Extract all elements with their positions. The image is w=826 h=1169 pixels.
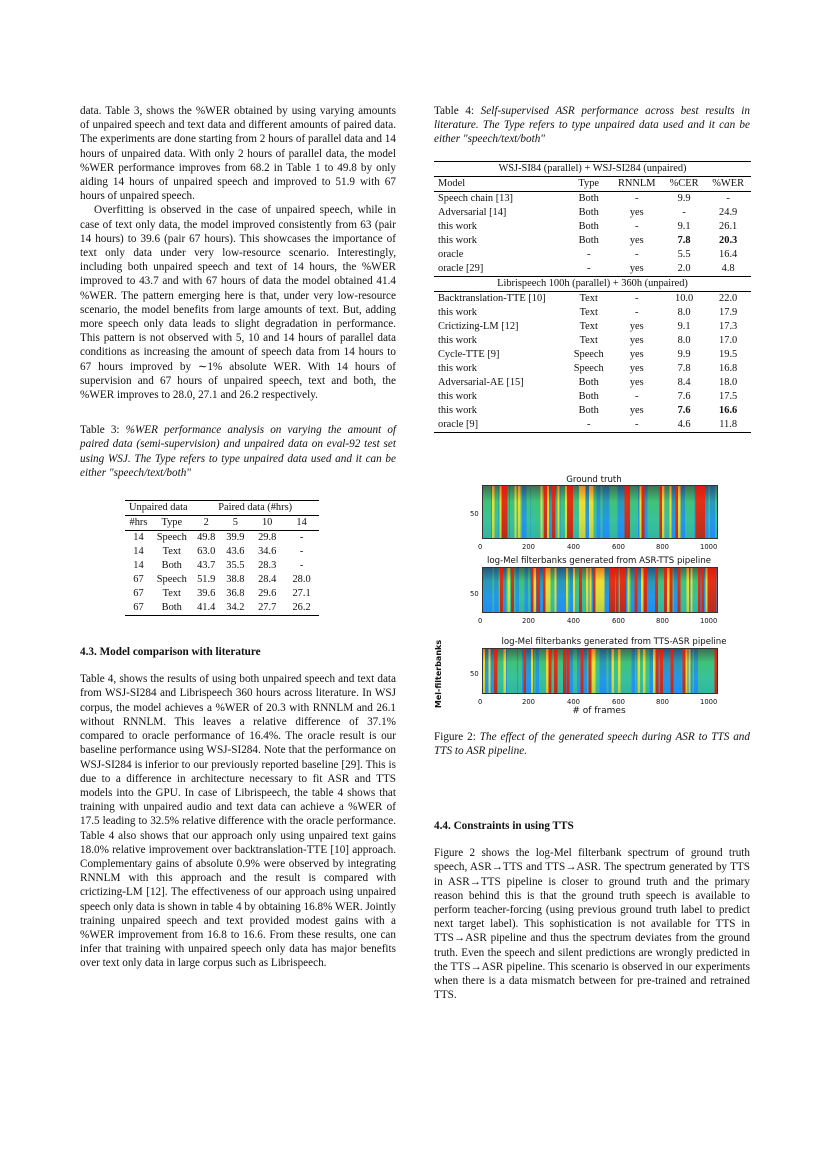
table-cell: - [635,306,639,318]
x-tick: 0 [478,697,483,706]
table-cell: 43.6 [226,546,245,558]
table-cell: 41.4 [197,602,216,614]
x-tick: 400 [567,616,580,625]
table-cell: Text [579,334,598,346]
y-tick: 50 [470,509,479,518]
table-cell: oracle [438,248,464,260]
table-cell: yes [629,348,644,360]
table-cell: yes [629,404,644,416]
table-cell: yes [629,362,644,374]
y-tick: 50 [470,669,479,678]
table-cell: - [635,248,639,260]
table-cell: 36.8 [226,588,245,600]
table-cell: 7.8 [677,362,691,374]
table-cell: Cycle-TTE [9] [438,348,500,360]
table-cell: Speech [573,348,604,360]
table-cell: 29.6 [258,588,277,600]
x-tick: 0 [478,542,483,551]
figure2-caption [434,730,750,758]
table-cell: yes [629,206,644,218]
table-cell: 4.6 [677,418,691,430]
table-cell: Text [579,320,598,332]
table-cell: 34.6 [258,546,277,558]
table-cell: 67 [133,602,144,614]
table4-caption [434,104,750,147]
table-cell: 17.5 [719,390,738,402]
table-cell: Text [579,306,598,318]
panel-title: Ground truth [566,474,622,485]
table-cell: Text [579,292,598,304]
right-column [434,104,750,1002]
table-cell: - [299,546,304,558]
table-cell: 63.0 [197,546,216,558]
table-row [434,234,751,248]
table-cell: 28.3 [258,560,277,572]
table-cell: 4.8 [721,262,735,274]
best-value: 20.3 [719,234,738,246]
paragraph: Figure 2 shows the log-Mel filterbank spectrum of ground truth speech, ASR→TTS and TTS→ASR. The spectrum generated by TTS in ASR→TTS pipeline is closer to ground truth and the primary reason behind this is that the ground truth speech is available to perform teacher-forcing (using previous ground truth label to predict next target label). This sophistication is not available for TTS in TTS→ASR pipeline and thus the spectrum deviates from the ground truth. Even the speech and silent predictions are wrongly predicted in the TTS→ASR pipeline. This scenario is observed in our experiments when there is a data mismatch between for pre-trained and retrained TTS. [434,847,750,1002]
table-cell: - [299,532,304,544]
table-row [434,320,751,334]
table3-header: 2 [203,517,209,529]
table-row [434,191,751,206]
table4-libri-body [434,291,751,432]
table-cell: Both [578,390,599,402]
table-cell: Backtranslation-TTE [10] [438,292,546,304]
table-cell: yes [629,320,644,332]
table-cell: Both [161,602,182,614]
table-cell: 5.5 [677,248,691,260]
table-row [125,587,319,601]
table-cell: - [635,192,639,204]
table3-caption-text: %WER performance analysis on varying the amount of paired data (semi-supervision) and unpaired data on eval-92 test set using WSJ. The Type refers to type unpaired data used and it can be either "speech/text/both" [80,424,397,479]
table3-group-paired: Paired data (#hrs) [192,501,319,516]
x-tick: 400 [567,542,580,551]
table-cell [663,404,705,418]
table-cell: 10.0 [675,292,694,304]
table-cell [705,234,751,248]
table-row [125,601,319,616]
table-row [125,559,319,573]
table-cell: 39.6 [197,588,216,600]
table-cell: yes [629,376,644,388]
table-cell: 7.6 [677,390,691,402]
table-row [434,348,751,362]
table4-header: %CER [669,177,699,189]
figure-2 [434,473,750,723]
table4-caption-text: Self-supervised ASR performance across best results in literature. The Type refers to type unpaired data used and it can be either "speech/text/both" [434,105,750,146]
table-cell: Both [578,404,599,416]
table-row [434,404,751,418]
x-tick: 400 [567,697,580,706]
table-cell [663,234,705,248]
table-cell: - [635,418,639,430]
panel-title: log-Mel filterbanks generated from TTS-ASR pipeline [501,636,727,647]
table-cell: 38.8 [226,574,245,586]
table-cell: 2.0 [677,262,691,274]
table-cell: 43.7 [197,560,216,572]
table-row [434,362,751,376]
table-cell: Speech [156,574,187,586]
x-tick: 1000 [700,542,718,551]
y-tick: 50 [470,589,479,598]
table-cell: 35.5 [226,560,245,572]
table-cell: 14 [133,560,144,572]
table-cell: Adversarial [14] [438,206,507,218]
x-tick: 600 [612,697,625,706]
table3-header: 14 [296,517,307,529]
table3-group-unpaired: Unpaired data [125,501,192,516]
best-value: 16.6 [719,404,738,416]
section-title: 4.3. Model comparison with literature [80,646,261,659]
table-cell: Speech [156,532,187,544]
spectrogram-asr-tts [482,567,718,613]
table3-header: Type [161,517,183,529]
table-cell: Both [578,192,599,204]
table-cell: Crictizing-LM [12] [438,320,519,332]
table-row [434,248,751,262]
table-row [125,531,319,546]
table4-wsj-body [434,191,751,276]
table-cell: 29.8 [258,532,277,544]
table-cell: - [635,292,639,304]
table-cell: yes [629,262,644,274]
table-row [434,306,751,320]
table-cell: yes [629,234,644,246]
table-cell: Both [578,206,599,218]
table4-label: Table 4: [434,105,475,117]
table-cell: 14 [133,546,144,558]
table-row [125,545,319,559]
table-cell: 27.1 [292,588,311,600]
best-value: 7.6 [677,404,691,416]
table3 [125,500,319,616]
y-axis-label: Mel-filterbanks [434,639,443,708]
table3-label: Table 3: [80,424,120,437]
section-title: 4.4. Constraints in using TTS [434,820,574,833]
table-cell: 22.0 [719,292,738,304]
paragraph: data. Table 3, shows the %WER obtained by using varying amounts of unpaired speech and text data and different amounts of paired data. The experiments are done starting from 2 hours of parallel data and 14 hours of unpaired data. With only 2 hours of parallel data, the model %WER performance improves from 68.2 in Table 1 to 49.8 by only aiding 14 hours of unpaired speech and improved to 51.9 with 67 hours of unpaired speech. [80,105,396,203]
table-cell: 8.4 [677,376,691,388]
table4-header: RNNLM [617,177,656,189]
table-row [434,418,751,433]
table-cell: this work [438,220,477,232]
table-cell: 11.8 [719,418,738,430]
table-cell: Speech chain [13] [438,192,514,204]
table-cell: Text [162,546,181,558]
table-cell: - [682,206,686,218]
best-value: 7.8 [677,234,691,246]
table-row [434,262,751,277]
table-cell: 9.1 [677,220,691,232]
table-cell: 26.2 [292,602,311,614]
table-cell: - [635,220,639,232]
table-cell: this work [438,362,477,374]
table-cell: - [587,262,591,274]
table-cell: yes [629,334,644,346]
table-cell: 27.7 [258,602,277,614]
table3-header: #hrs [129,517,148,529]
table-cell: 16.4 [719,248,738,260]
table3-header: 10 [261,517,273,529]
panel-title: log-Mel filterbanks generated from ASR-TTS pipeline [486,555,712,566]
table-cell: 39.9 [226,532,245,544]
table-cell: 67 [133,588,144,600]
table4-libri-title: Librispeech 100h (parallel) + 360h (unpaired) [497,277,688,289]
table-cell: 34.2 [226,602,245,614]
table-cell: 28.0 [292,574,311,586]
table-cell: Text [162,588,181,600]
table-cell: 18.0 [719,376,738,388]
table-cell: this work [438,234,477,246]
table-cell: Speech [573,362,604,374]
x-axis-label: # of frames [572,705,626,716]
figure2-caption-text: The effect of the generated speech during ASR to TTS and TTS to ASR pipeline. [434,730,750,757]
table3-header: 5 [232,517,238,529]
paragraph: Table 4, shows the results of using both unpaired speech and text data from WSJ-SI284 and Librispeech 360 hours across literature. In WSJ corpus, the model achieves a %WER of 20.3 with RNNLM and 26.1 without RNNLM. This leaves a relative difference of 37.1% compared to oracle performance of 16.4%. The oracle result is our baseline performance using WSJ-SI284. Note that the performance on WSJ-SI284 is inferior to our previously reported baseline [29]. This is due to a difference in architecture necessary to fit ASR and TTS models into the GPU. In case of Librispeech, the table 4 shows that training with unpaired audio and text data can achieve a %WER of 17.5 leading to 32.5% relative difference with the oracle performance. Table 4 also shows that our approach only using unpaired text gains 18.0% relative improvement over backtranslation-TTE [10] approach. Complementary gains of absolute 0.9% were observed by integrating RNNLM with this approach and the result is compared with crictizing-LM [12]. The effectiveness of our approach using unpaired speech only data is shown in table 4 by obtaining 16.8% WER. Jointly training unpaired speech and text provided modest gains with a %WER improvement from 16.8 to 16.6. From these results, one can infer that training with unpaired speech only data has major benefits over text only data in large corpus such as Librispeech. [80,673,396,970]
x-tick: 200 [522,542,535,551]
table-cell: 49.8 [197,532,216,544]
table-cell: oracle [29] [438,262,484,274]
table-row [434,390,751,404]
table-cell: - [587,248,591,260]
table-cell: this work [438,390,477,402]
table-cell: 17.0 [719,334,738,346]
table-cell: 17.9 [719,306,738,318]
table-cell: - [299,560,304,572]
table-cell: 51.9 [197,574,216,586]
table4-wsj-title: WSJ-SI84 (parallel) + WSJ-SI284 (unpaired) [434,161,751,176]
table-cell: 9.9 [677,192,691,204]
x-tick: 1000 [700,697,718,706]
table-row [434,334,751,348]
x-tick: 200 [522,697,535,706]
table-cell: 26.1 [719,220,738,232]
table-cell: 14 [133,532,144,544]
table-cell: - [726,192,730,204]
table-row [434,206,751,220]
table3-caption [80,423,396,480]
table-cell: Both [578,220,599,232]
table-cell: Both [578,234,599,246]
table-row [125,573,319,587]
paragraph: Overfitting is observed in the case of unpaired speech, while in case of text only data, the model improved consistently from 63 (pair 14 hours) to 39.6 (pair 67 hours). This showcases the importance of text only data under very low-resource scenario. Interestingly, including both unpaired speech and text of 14 hours, the %WER improved to 43.7 and with 67 hours of data the model obtained 41.4 %WER. The pattern emerging here is that, under very low-resource scenario, the model benefits from large amounts of text. But, adding more speech only data leads to slight degradation in performance. This pattern is not observed with 5, 10 and 14 hours of parallel data conditions as increasing the amount of speech data from 14 hours to 67 hours improved by ∼1% absolute WER. With 14 hours of supervision and 67 hours of unpaired speech, text and both, the %WER improves to 28.0, 27.1 and 26.2 respectively. [80,204,396,402]
table-cell: this work [438,306,477,318]
table-cell: 17.3 [719,320,738,332]
table-cell: this work [438,404,477,416]
table4-header: Model [438,177,466,189]
table-cell: 9.9 [677,348,691,360]
table-cell: 16.8 [719,362,738,374]
table-cell: oracle [9] [438,418,479,430]
table-cell: this work [438,334,477,346]
table-cell: Both [578,376,599,388]
table-cell: - [587,418,591,430]
table-cell: 28.4 [258,574,277,586]
left-column [80,104,396,971]
table-cell: 9.1 [677,320,691,332]
table3-body [125,531,319,616]
table-cell: 8.0 [677,334,691,346]
spectrogram-ground-truth [482,485,718,539]
x-tick: 800 [656,542,669,551]
table-cell: 8.0 [677,306,691,318]
spectrogram-tts-asr [482,648,718,694]
table-cell: - [635,390,639,402]
table-row [434,220,751,234]
x-tick: 600 [612,542,625,551]
x-tick: 800 [656,616,669,625]
table4-header: %WER [712,177,745,189]
table-row [434,376,751,390]
x-tick: 1000 [700,616,718,625]
table4 [434,161,751,433]
table-cell: Both [161,560,182,572]
table-cell: Adversarial-AE [15] [438,376,524,388]
table-cell: 19.5 [719,348,738,360]
table-row [434,291,751,306]
table-cell: 24.9 [719,206,738,218]
figure2-label: Figure 2: [434,730,476,743]
table-cell [705,404,751,418]
x-tick: 800 [656,697,669,706]
table4-header: Type [578,177,600,189]
x-tick: 200 [522,616,535,625]
x-tick: 0 [478,616,483,625]
table-cell: 67 [133,574,144,586]
x-tick: 600 [612,616,625,625]
